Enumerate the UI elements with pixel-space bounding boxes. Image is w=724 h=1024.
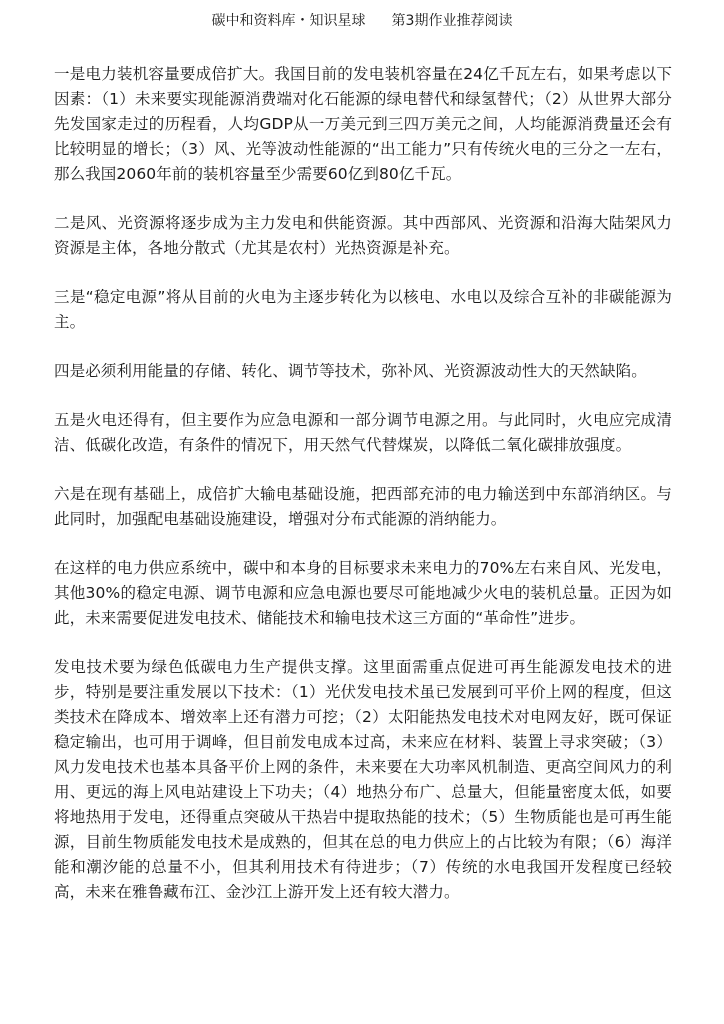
paragraph-1: 一是电力装机容量要成倍扩大。我国目前的发电装机容量在24亿千瓦左右，如果考虑以下因素：（1）未来要实现能源消费端对化石能源的绿电替代和绿氢替代；（2）从世界大部分先发国家走过的历程看，人均GDP从一万美元到三四万美元之间，人均能源消费量还会有比较明显的增长；（3）风、光等波动性能源的“出工能力”只有传统火电的三分之一左右，那么我国2060年前的装机容量至少需要60亿到80亿千瓦。 xyxy=(54,65,672,183)
paragraph-8: 发电技术要为绿色低碳电力生产提供支撑。这里面需重点促进可再生能源发电技术的进步，特别是要注重发展以下技术：（1）光伏发电技术虽已发展到可平价上网的程度，但这类技术在降成本、增效率上还有潜力可挖；（2）太阳能热发电技术对电网友好，既可保证稳定输出，也可用于调峰，但目前发电成本过高，未来应在材料、装置上寻求突破；（3）风力发电技术也基本具备平价上网的条件，未来要在大功率风机制造、更高空间风力的利用、更远的海上风电站建设上下功夫；（4）地热分布广、总量大，但能量密度太低，如要将地热用于发电，还得重点突破从干热岩中提取热能的技术；（5）生物质能也是可再生能源，目前生物质能发电技术是成熟的，但其在总的电力供应上的占比较为有限；（6）海洋能和潮汐能的总量不小，但其利用技术有待进步；（7）传统的水电我国开发程度已经较高，未来在雅鲁藏布江、金沙江上游开发上还有较大潜力。 xyxy=(54,658,672,901)
paragraph-6: 六是在现有基础上，成倍扩大输电基础设施，把西部充沛的电力输送到中东部消纳区。与此同时，加强配电基础设施建设，增强对分布式能源的消纳能力。 xyxy=(54,485,672,528)
article-body xyxy=(54,62,672,929)
header-source: 碳中和资料库・知识星球 xyxy=(211,13,366,29)
paragraph-4: 四是必须利用能量的存储、转化、调节等技术，弥补风、光资源波动性大的天然缺陷。 xyxy=(54,362,647,380)
paragraph-5: 五是火电还得有，但主要作为应急电源和一部分调节电源之用。与此同时，火电应完成清洁、低碳化改造，有条件的情况下，用天然气代替煤炭，以降低二氧化碳排放强度。 xyxy=(54,411,672,454)
header-issue: 第3期作业推荐阅读 xyxy=(391,13,513,29)
paragraph-3: 三是“稳定电源”将从目前的火电为主逐步转化为以核电、水电以及综合互补的非碳能源为主。 xyxy=(54,288,672,331)
paragraph-7: 在这样的电力供应系统中，碳中和本身的目标要求未来电力的70%左右来自风、光发电，其他30%的稳定电源、调节电源和应急电源也要尽可能地减少火电的装机总量。正因为如此，未来需要促进发电技术、储能技术和输电技术这三方面的“革命性”进步。 xyxy=(54,559,672,627)
page-header xyxy=(0,11,724,31)
paragraph-2: 二是风、光资源将逐步成为主力发电和供能资源。其中西部风、光资源和沿海大陆架风力资源是主体，各地分散式（尤其是农村）光热资源是补充。 xyxy=(54,214,672,257)
